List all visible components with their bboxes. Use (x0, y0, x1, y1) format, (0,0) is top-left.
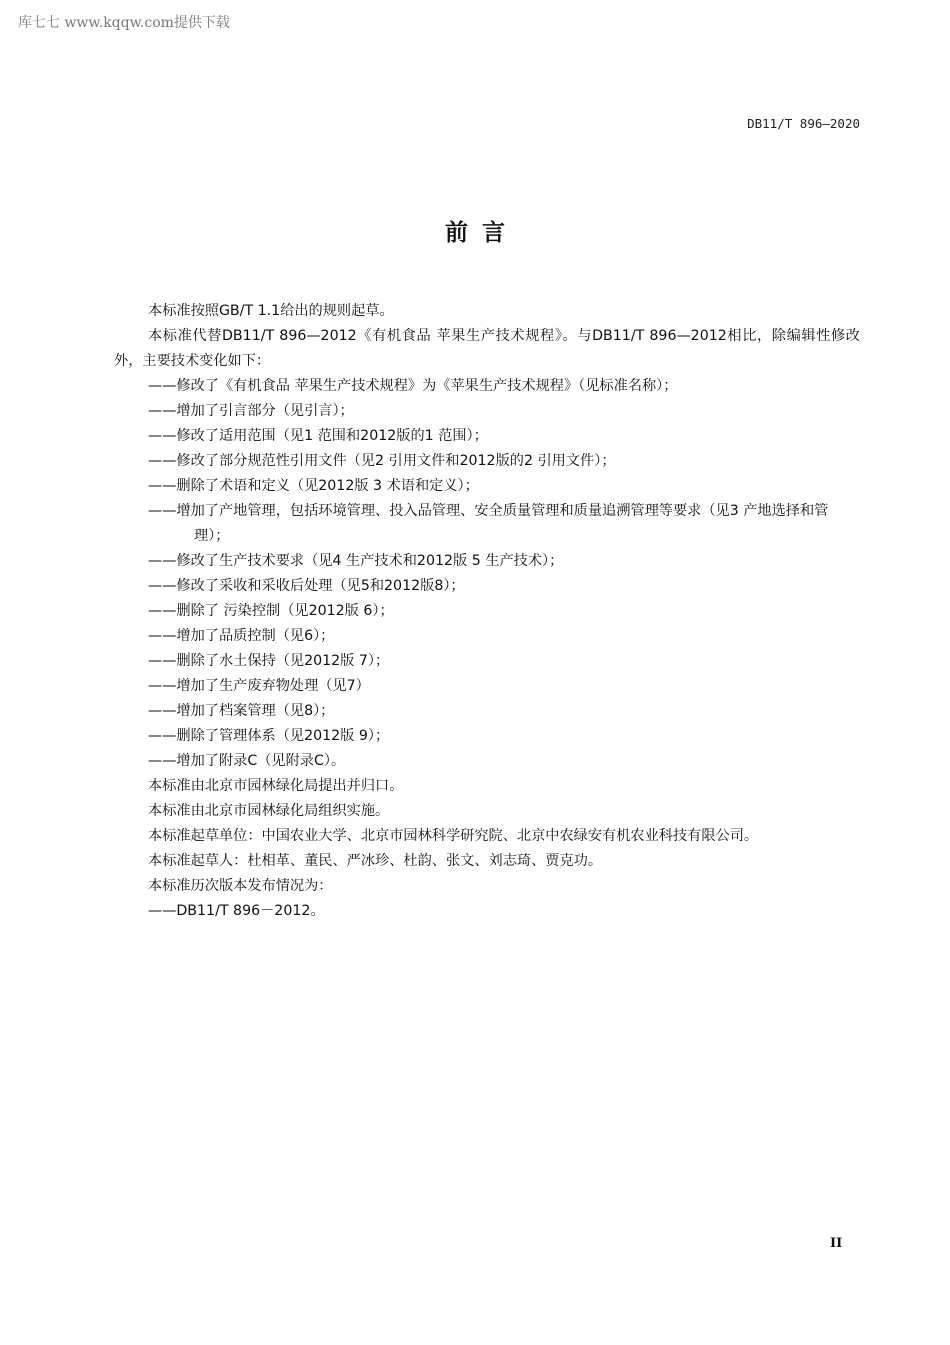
change-item: ——增加了产地管理，包括环境管理、投入品管理、安全质量管理和质量追溯管理等要求（见3 产地选择和管理）； (148, 503, 829, 544)
change-item: ——增加了引言部分（见引言）； (148, 403, 354, 419)
change-item: ——修改了采收和采收后处理（见5和2012版8）； (148, 578, 465, 594)
paragraph-drafting-rules: 本标准按照GB/T 1.1给出的规则起草。 (148, 303, 394, 319)
watermark-text: 库七七 www.kqqw.com提供下载 (18, 15, 230, 31)
page-title: 前言 (445, 220, 519, 246)
paragraph-drafters: 本标准起草人：杜相革、董民、严冰珍、杜韵、张文、刘志琦、贾克功。 (148, 853, 603, 869)
paragraph-implementer: 本标准由北京市园林绿化局组织实施。 (148, 803, 390, 819)
change-item: ——修改了生产技术要求（见4 生产技术和2012版 5 生产技术）； (148, 553, 564, 569)
document-code: DB11/T 896—2020 (747, 116, 860, 131)
change-item: ——修改了适用范围（见1 范围和2012版的1 范围）； (148, 428, 488, 444)
paragraph-replacement: 本标准代替DB11/T 896—2012《有机食品 苹果生产技术规程》。与DB11/T 896—2012相比，除编辑性修改外，主要技术变化如下： (114, 328, 860, 369)
change-item: ——删除了 污染控制（见2012版 6）； (148, 603, 394, 619)
paragraph-version-history: 本标准历次版本发布情况为： (148, 878, 333, 894)
change-item: ——增加了品质控制（见6）； (148, 628, 335, 644)
change-item: ——增加了档案管理（见8）； (148, 703, 335, 719)
history-item: ——DB11/T 896－2012。 (148, 903, 325, 919)
change-item: ——增加了生产废弃物处理（见7） (148, 678, 370, 694)
page-number: II (830, 1236, 843, 1251)
preface-body (114, 299, 860, 924)
paragraph-drafting-units: 本标准起草单位：中国农业大学、北京市园林科学研究院、北京中农绿安有机农业科技有限公司。 (148, 828, 759, 844)
paragraph-proposer: 本标准由北京市园林绿化局提出并归口。 (148, 778, 404, 794)
change-item: ——删除了管理体系（见2012版 9）； (148, 728, 390, 744)
change-item: ——修改了部分规范性引用文件（见2 引用文件和2012版的2 引用文件）； (148, 453, 616, 469)
change-item: ——删除了水土保持（见2012版 7）； (148, 653, 390, 669)
change-item: ——修改了《有机食品 苹果生产技术规程》为《苹果生产技术规程》（见标准名称）； (148, 378, 678, 394)
change-item: ——增加了附录C（见附录C）。 (148, 753, 346, 769)
change-item: ——删除了术语和定义（见2012版 3 术语和定义）； (148, 478, 479, 494)
